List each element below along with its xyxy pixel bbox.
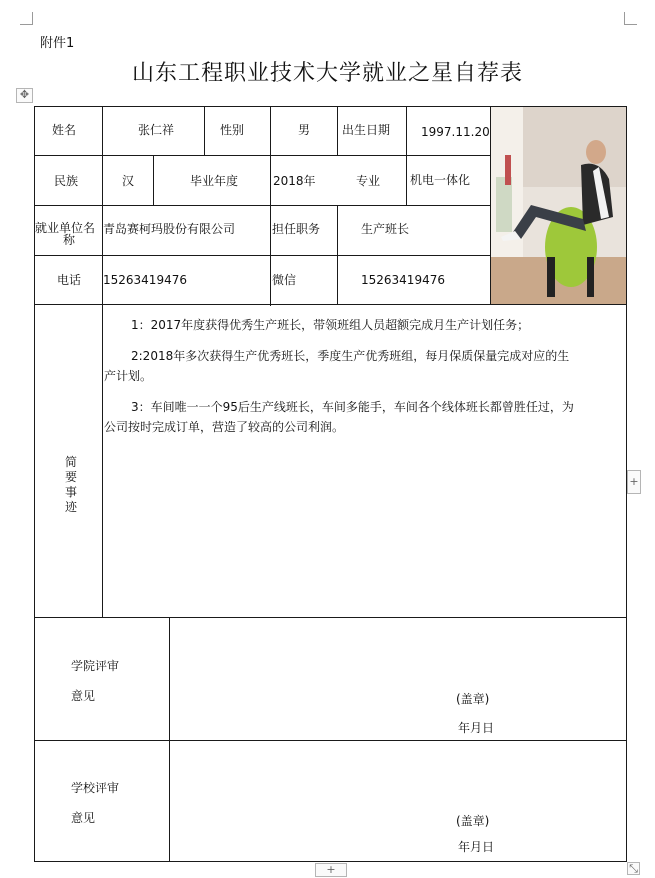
employer-label-line1: 就业单位名 [35, 221, 96, 235]
achievement-item-2[interactable] [104, 346, 622, 386]
grad-year-label: 毕业年度 [190, 174, 239, 188]
name-label: 姓名 [52, 123, 77, 137]
grad-year-value[interactable]: 2018年 [273, 174, 316, 188]
attachment-label: 附件1 [40, 36, 75, 51]
school-review-opinion-area[interactable] [170, 741, 626, 807]
employer-label [35, 222, 95, 246]
college-review-opinion-area[interactable] [170, 618, 626, 688]
page-corner-mark [624, 12, 637, 25]
gender-label: 性别 [220, 123, 245, 137]
employer-value[interactable]: 青岛赛柯玛股份有限公司 [103, 222, 236, 236]
college-review-seal: (盖章) [456, 692, 490, 706]
achievement-item-1[interactable] [104, 315, 622, 335]
phone-value[interactable]: 15263419476 [103, 273, 187, 287]
phone-label: 电话 [57, 273, 82, 287]
ethnicity-value[interactable]: 汉 [122, 174, 135, 188]
page-title: 山东工程职业技术大学就业之星自荐表 [131, 61, 523, 86]
school-review-label-1: 学校评审 [71, 781, 120, 795]
table-move-handle[interactable]: ✥ [16, 88, 33, 103]
add-row-handle[interactable]: + [315, 863, 347, 877]
achievement-item-3-line2: 公司按时完成订单，营造了较高的公司利润。 [104, 420, 345, 434]
birth-label: 出生日期 [342, 123, 391, 137]
page-corner-mark [20, 12, 33, 25]
add-column-handle[interactable]: + [627, 470, 641, 494]
employer-label-line2: 称 [63, 233, 76, 247]
achievements-label: 简要事迹 [64, 455, 77, 514]
major-label: 专业 [356, 174, 381, 188]
name-value[interactable]: 张仁祥 [138, 123, 175, 137]
school-review-seal: (盖章) [456, 814, 490, 828]
achievement-item-1-line1: 1：2017年度获得优秀生产班长，带领班组人员超额完成月生产计划任务； [131, 318, 530, 332]
portrait-photo[interactable] [491, 107, 626, 304]
wechat-value[interactable]: 15263419476 [361, 273, 445, 287]
wechat-label: 微信 [272, 273, 297, 287]
table-resize-handle[interactable]: ⤡ [627, 862, 640, 875]
achievement-item-3-line1: 3：车间唯一一个95后生产线班长，车间多能手，车间各个线体班长都曾胜任过，为 [131, 400, 574, 414]
major-value[interactable]: 机电一体化 [410, 173, 471, 187]
achievement-item-2-line1: 2:2018年多次获得生产优秀班长，季度生产优秀班组，每月保质保量完成对应的生 [131, 349, 570, 363]
college-review-date: 年月日 [458, 721, 495, 735]
birth-value[interactable]: 1997.11.20 [421, 125, 490, 139]
achievement-item-3[interactable] [104, 397, 622, 437]
gender-value[interactable]: 男 [298, 123, 311, 137]
college-review-label-1: 学院评审 [71, 659, 120, 673]
college-review-label-2: 意见 [71, 689, 96, 703]
position-value[interactable]: 生产班长 [361, 222, 410, 236]
achievement-item-2-line2: 产计划。 [104, 369, 153, 383]
portrait-photo-image [491, 107, 626, 304]
school-review-date: 年月日 [458, 840, 495, 854]
ethnicity-label: 民族 [54, 174, 79, 188]
position-label: 担任职务 [272, 222, 321, 236]
school-review-label-2: 意见 [71, 811, 96, 825]
